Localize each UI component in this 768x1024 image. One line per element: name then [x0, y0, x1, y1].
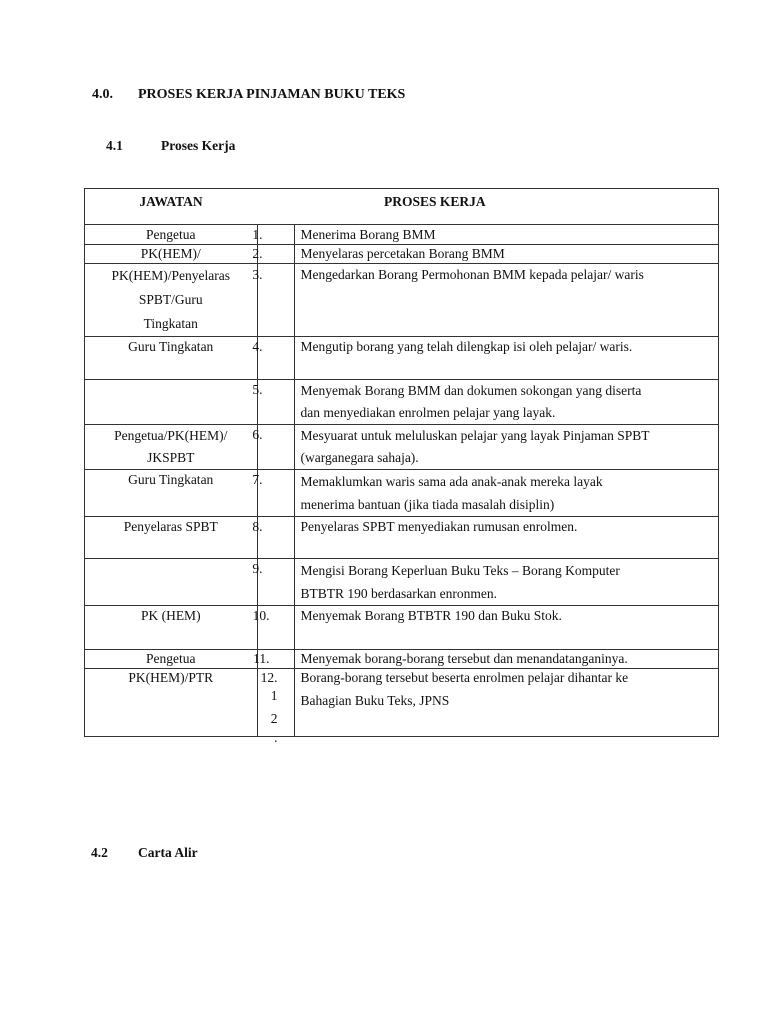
row-number-cell: [252, 470, 294, 517]
jawatan-line: Tingkatan: [143, 316, 198, 331]
proses-line: dan menyediakan enrolmen pelajar yang layak.: [300, 405, 556, 420]
row-number: 1.: [252, 227, 263, 242]
process-table: [84, 188, 719, 745]
table-row: [85, 245, 719, 264]
row-proses: Menerima Borang BMM: [294, 225, 719, 245]
row-jawatan: [85, 559, 258, 606]
row-jawatan: Pengetua: [85, 650, 258, 669]
row-number: 10.: [252, 608, 270, 623]
row-proses: Menyemak borang-borang tersebut dan menandatanganinya.: [294, 650, 719, 669]
row-number-cell: [252, 425, 294, 470]
row-number: 7.: [252, 472, 263, 487]
row-number-cell: [252, 559, 294, 606]
section-title: Proses Kerja: [161, 138, 236, 153]
row-proses: [294, 470, 719, 517]
header-jawatan: JAWATAN: [85, 189, 258, 225]
row-proses: [294, 380, 719, 425]
row-jawatan: Pengetua: [85, 225, 258, 245]
row-number-cell: [252, 225, 294, 245]
row-proses: [294, 669, 719, 737]
section-number: 4.2: [91, 845, 108, 860]
row-number-cell: [252, 245, 294, 264]
row-number: 9.: [252, 561, 263, 576]
row-jawatan: [85, 380, 258, 425]
table-row: [85, 517, 719, 559]
row-number-cell: [257, 669, 294, 745]
proses-line: Mesyuarat untuk meluluskan pelajar yang layak Pinjaman SPBT: [300, 428, 650, 443]
row-number: 6.: [252, 427, 263, 442]
table-row: [85, 380, 719, 425]
table-row: [85, 470, 719, 517]
row-jawatan: PK(HEM)/PTR: [85, 669, 258, 737]
proses-line: Borang-borang tersebut beserta enrolmen pelajar dihantar ke: [300, 670, 629, 685]
table-row: [85, 669, 719, 737]
row-proses: Menyemak Borang BTBTR 190 dan Buku Stok.: [294, 606, 719, 650]
row-number: 5.: [252, 382, 263, 397]
row-number-cell: [252, 380, 294, 425]
section-heading-4-2: [91, 845, 198, 861]
proses-line: menerima bantuan (jika tiada masalah disiplin): [300, 497, 555, 512]
row-number: 8.: [252, 519, 263, 534]
row-proses: Mengutip borang yang telah dilengkap isi oleh pelajar/ waris.: [294, 337, 719, 380]
row-jawatan: [85, 264, 258, 337]
row-jawatan: Guru Tingkatan: [85, 470, 258, 517]
row-number: 2.: [252, 246, 263, 261]
row-number: 11.: [253, 651, 270, 666]
table-header-row: [85, 189, 719, 225]
row-jawatan: [85, 425, 258, 470]
row-number: 12. 1 2 .: [260, 670, 278, 745]
proses-line: Memaklumkan waris sama ada anak-anak mereka layak: [300, 474, 603, 489]
table-row: [85, 337, 719, 380]
row-proses: [294, 559, 719, 606]
row-jawatan: PK (HEM): [85, 606, 258, 650]
row-number-cell: [253, 650, 294, 669]
row-jawatan: PK(HEM)/: [85, 245, 258, 264]
row-proses: Menyelaras percetakan Borang BMM: [294, 245, 719, 264]
table-row: [85, 650, 719, 669]
row-number-cell: [252, 337, 294, 380]
header-spacer: [257, 189, 294, 225]
table-row: [85, 606, 719, 650]
header-proses: PROSES KERJA: [294, 189, 719, 225]
row-proses: [294, 425, 719, 470]
row-number-cell: [252, 264, 294, 337]
row-jawatan: Guru Tingkatan: [85, 337, 258, 380]
jawatan-line: JKSPBT: [147, 450, 195, 465]
section-heading-4-1: [106, 138, 236, 154]
row-number: 3.: [252, 267, 263, 282]
row-number-cell: [252, 517, 294, 559]
row-number-cell: [252, 606, 294, 650]
table-row: [85, 264, 719, 337]
row-proses: Penyelaras SPBT menyediakan rumusan enrolmen.: [294, 517, 719, 559]
table-row: [85, 559, 719, 606]
section-title: PROSES KERJA PINJAMAN BUKU TEKS: [138, 87, 406, 102]
row-jawatan: Penyelaras SPBT: [85, 517, 258, 559]
proses-line: (warganegara sahaja).: [300, 450, 419, 465]
row-proses: Mengedarkan Borang Permohonan BMM kepada pelajar/ waris: [294, 264, 719, 337]
row-number: 4.: [252, 339, 263, 354]
section-title: Carta Alir: [138, 845, 198, 860]
section-number: 4.0.: [92, 87, 113, 102]
proses-line: Menyemak Borang BMM dan dokumen sokongan yang diserta: [300, 383, 642, 398]
proses-line: BTBTR 190 berdasarkan enronmen.: [300, 586, 497, 601]
jawatan-line: PK(HEM)/Penyelaras: [111, 268, 230, 283]
proses-line: Bahagian Buku Teks, JPNS: [300, 693, 450, 708]
jawatan-line: Pengetua/PK(HEM)/: [114, 428, 228, 443]
section-number: 4.1: [106, 138, 123, 153]
jawatan-line: SPBT/Guru: [138, 292, 203, 307]
table-row: [85, 425, 719, 470]
section-heading-4-0: [92, 87, 406, 103]
proses-line: Mengisi Borang Keperluan Buku Teks – Borang Komputer: [300, 563, 620, 578]
table-row: [85, 225, 719, 245]
